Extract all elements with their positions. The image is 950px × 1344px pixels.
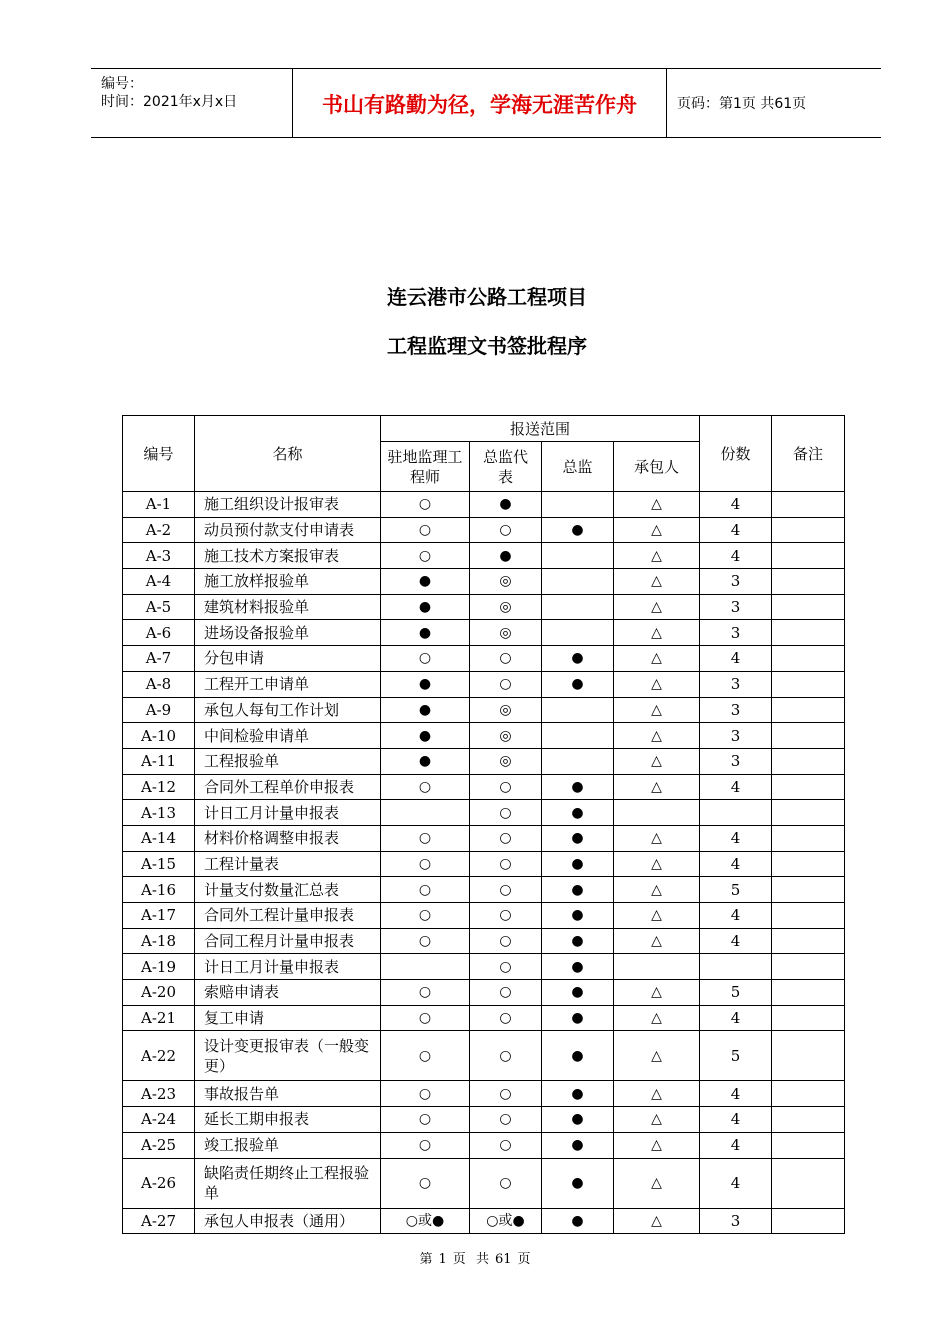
cell-chief: ● [542,646,614,672]
cell-resident: ○ [381,877,470,903]
table-row [123,954,845,980]
cell-copies: 3 [700,697,772,723]
cell-name: 工程开工申请单 [195,671,381,697]
cell-remarks [772,1132,845,1158]
table-row [123,748,845,774]
cell-resident: ○ [381,851,470,877]
cell-resident [381,800,470,826]
cell-number: A-14 [123,825,195,851]
cell-resident: ○ [381,825,470,851]
cell-name: 工程计量表 [195,851,381,877]
cell-contractor: △ [614,928,700,954]
cell-remarks [772,671,845,697]
cell-copies: 4 [700,825,772,851]
cell-contractor: △ [614,825,700,851]
cell-chief [542,569,614,595]
header-page-cell [667,69,881,137]
cell-copies: 3 [700,594,772,620]
header-meta-cell [91,69,293,137]
cell-copies: 4 [700,646,772,672]
cell-contractor: △ [614,594,700,620]
cell-contractor: △ [614,492,700,518]
cell-copies: 4 [700,543,772,569]
document-subtitle: 工程监理文书签批程序 [387,334,587,358]
cell-copies: 3 [700,1208,772,1234]
cell-contractor: △ [614,1107,700,1133]
cell-contractor: △ [614,620,700,646]
cell-contractor [614,954,700,980]
footer-page-a: 第 [419,1252,433,1267]
cell-chief: ● [542,1081,614,1107]
cell-number: A-7 [123,646,195,672]
cell-number: A-4 [123,569,195,595]
cell-deputy: ◎ [470,697,542,723]
cell-name: 事故报告单 [195,1081,381,1107]
cell-deputy: ○ [470,1031,542,1081]
cell-remarks [772,1005,845,1031]
cell-remarks [772,492,845,518]
header-row-1 [123,416,845,442]
cell-name: 复工申请 [195,1005,381,1031]
col-header-contractor: 承包人 [614,442,700,492]
cell-copies: 4 [700,1132,772,1158]
cell-copies: 3 [700,723,772,749]
col-header-resident: 驻地监理工程师 [381,442,470,492]
col-header-name: 名称 [195,416,381,492]
page-footer [0,1248,950,1267]
cell-number: A-15 [123,851,195,877]
cell-copies: 5 [700,877,772,903]
cell-remarks [772,697,845,723]
cell-deputy: ○ [470,671,542,697]
table-row [123,800,845,826]
cell-remarks [772,903,845,929]
table-row [123,825,845,851]
cell-chief: ● [542,928,614,954]
cell-chief: ● [542,800,614,826]
cell-deputy: ● [470,492,542,518]
cell-resident: ○ [381,903,470,929]
cell-number: A-20 [123,980,195,1006]
cell-contractor: △ [614,877,700,903]
cell-copies: 4 [700,851,772,877]
cell-chief: ● [542,980,614,1006]
cell-contractor: △ [614,723,700,749]
cell-copies: 4 [700,928,772,954]
footer-page-b: 页 [452,1252,466,1267]
cell-name: 合同工程月计量申报表 [195,928,381,954]
cell-resident: ● [381,697,470,723]
cell-number: A-3 [123,543,195,569]
cell-chief: ● [542,1208,614,1234]
document-title: 连云港市公路工程项目 [387,285,587,309]
cell-remarks [772,851,845,877]
cell-number: A-24 [123,1107,195,1133]
cell-number: A-8 [123,671,195,697]
cell-contractor: △ [614,748,700,774]
cell-contractor: △ [614,1208,700,1234]
cell-remarks [772,594,845,620]
cell-remarks [772,928,845,954]
cell-deputy: ○ [470,1132,542,1158]
table-row [123,774,845,800]
cell-name: 计量支付数量汇总表 [195,877,381,903]
cell-copies: 4 [700,903,772,929]
cell-deputy: ○ [470,1081,542,1107]
cell-name: 承包人申报表（通用） [195,1208,381,1234]
cell-number: A-18 [123,928,195,954]
cell-contractor: △ [614,697,700,723]
cell-chief: ● [542,774,614,800]
cell-chief [542,594,614,620]
cell-resident: ● [381,569,470,595]
cell-deputy: ○ [470,800,542,826]
cell-number: A-5 [123,594,195,620]
table-row [123,1107,845,1133]
cell-name: 缺陷责任期终止工程报验单 [195,1158,381,1208]
table-row [123,723,845,749]
table-row [123,1132,845,1158]
cell-remarks [772,1031,845,1081]
page-info: 页码：第1页 共61页 [677,96,807,112]
cell-contractor: △ [614,1132,700,1158]
cell-resident: ○ [381,1005,470,1031]
table-row [123,1081,845,1107]
cell-resident: ○ [381,1132,470,1158]
cell-chief: ● [542,1107,614,1133]
cell-copies: 4 [700,492,772,518]
cell-remarks [772,1081,845,1107]
cell-contractor: △ [614,569,700,595]
cell-name: 计日工月计量申报表 [195,954,381,980]
cell-resident: ○ [381,774,470,800]
cell-resident: ○ [381,543,470,569]
cell-copies: 4 [700,1158,772,1208]
cell-deputy: ○ [470,851,542,877]
cell-number: A-11 [123,748,195,774]
cell-deputy: ● [470,543,542,569]
cell-number: A-21 [123,1005,195,1031]
cell-deputy: ◎ [470,620,542,646]
cell-copies: 5 [700,980,772,1006]
cell-remarks [772,980,845,1006]
cell-deputy: ○ [470,877,542,903]
cell-resident: ○ [381,1081,470,1107]
cell-remarks [772,1107,845,1133]
time-label: 时间：2021年x月x日 [101,94,238,110]
cell-number: A-13 [123,800,195,826]
cell-deputy: ◎ [470,723,542,749]
table-row [123,851,845,877]
cell-contractor: △ [614,543,700,569]
cell-contractor: △ [614,671,700,697]
cell-chief: ● [542,1005,614,1031]
cell-contractor: △ [614,517,700,543]
table-row [123,517,845,543]
cell-copies: 4 [700,774,772,800]
cell-name: 建筑材料报验单 [195,594,381,620]
cell-number: A-1 [123,492,195,518]
cell-name: 施工技术方案报审表 [195,543,381,569]
cell-deputy: ○ [470,928,542,954]
cell-remarks [772,646,845,672]
cell-number: A-26 [123,1158,195,1208]
table-row [123,492,845,518]
cell-chief: ● [542,954,614,980]
cell-copies: 3 [700,569,772,595]
cell-resident: ○ [381,1031,470,1081]
cell-name: 分包申请 [195,646,381,672]
cell-copies: 3 [700,748,772,774]
cell-number: A-19 [123,954,195,980]
cell-deputy: ○ [470,903,542,929]
cell-deputy: ○ [470,517,542,543]
cell-number: A-23 [123,1081,195,1107]
cell-remarks [772,954,845,980]
cell-contractor: △ [614,851,700,877]
cell-resident: ○ [381,1107,470,1133]
cell-remarks [772,723,845,749]
cell-deputy: ○ [470,980,542,1006]
cell-copies: 3 [700,671,772,697]
table-body [123,492,845,1234]
cell-chief: ● [542,903,614,929]
cell-resident: ● [381,671,470,697]
cell-deputy: ○ [470,646,542,672]
cell-resident: ○ [381,646,470,672]
cell-resident: ○ [381,928,470,954]
motto-text: 书山有路勤为径，学海无涯苦作舟 [322,93,637,117]
cell-deputy: ◎ [470,748,542,774]
cell-chief: ● [542,877,614,903]
cell-chief [542,723,614,749]
cell-number: A-6 [123,620,195,646]
cell-number: A-25 [123,1132,195,1158]
table-row [123,594,845,620]
cell-number: A-10 [123,723,195,749]
cell-contractor [614,800,700,826]
cell-resident: ○ [381,980,470,1006]
cell-contractor: △ [614,903,700,929]
table-row [123,980,845,1006]
cell-deputy: ◎ [470,594,542,620]
header-motto-cell [293,69,667,137]
cell-name: 施工放样报验单 [195,569,381,595]
cell-name: 合同外工程单价申报表 [195,774,381,800]
cell-contractor: △ [614,980,700,1006]
cell-remarks [772,877,845,903]
table-row [123,903,845,929]
cell-copies: 4 [700,1107,772,1133]
col-header-scope: 报送范围 [381,416,700,442]
cell-number: A-2 [123,517,195,543]
table-row [123,1158,845,1208]
cell-number: A-16 [123,877,195,903]
cell-chief: ● [542,825,614,851]
cell-name: 合同外工程计量申报表 [195,903,381,929]
cell-copies: 4 [700,1081,772,1107]
cell-contractor: △ [614,1158,700,1208]
cell-deputy: ◎ [470,569,542,595]
cell-copies: 3 [700,620,772,646]
cell-remarks [772,774,845,800]
cell-resident: ○ [381,1158,470,1208]
cell-number: A-22 [123,1031,195,1081]
number-label: 编号： [101,76,143,92]
cell-deputy: ○ [470,1158,542,1208]
cell-deputy: ○ [470,954,542,980]
table-row [123,1031,845,1081]
cell-name: 计日工月计量申报表 [195,800,381,826]
cell-deputy: ○ [470,774,542,800]
table-row [123,646,845,672]
cell-chief [542,697,614,723]
table-row [123,877,845,903]
cell-remarks [772,543,845,569]
cell-chief: ● [542,671,614,697]
cell-number: A-9 [123,697,195,723]
col-header-remarks: 备注 [772,416,845,492]
cell-contractor: △ [614,646,700,672]
cell-resident: ○或● [381,1208,470,1234]
cell-chief [542,492,614,518]
cell-name: 工程报验单 [195,748,381,774]
cell-chief [542,543,614,569]
cell-resident [381,954,470,980]
footer-total-a: 共 [475,1252,489,1267]
cell-copies [700,800,772,826]
cell-contractor: △ [614,774,700,800]
cell-chief [542,748,614,774]
cell-name: 中间检验申请单 [195,723,381,749]
cell-remarks [772,569,845,595]
footer-total-num: 61 [494,1252,512,1267]
cell-remarks [772,825,845,851]
cell-number: A-17 [123,903,195,929]
cell-deputy: ○ [470,1005,542,1031]
table-row [123,671,845,697]
cell-resident: ○ [381,517,470,543]
col-header-chief: 总监 [542,442,614,492]
footer-total-b: 页 [517,1252,531,1267]
table-row [123,569,845,595]
cell-number: A-12 [123,774,195,800]
cell-chief: ● [542,1031,614,1081]
cell-resident: ● [381,748,470,774]
cell-name: 索赔申请表 [195,980,381,1006]
cell-remarks [772,1208,845,1234]
document-header [91,68,881,138]
cell-name: 动员预付款支付申请表 [195,517,381,543]
cell-resident: ● [381,620,470,646]
cell-contractor: △ [614,1031,700,1081]
table-row [123,1005,845,1031]
cell-chief [542,620,614,646]
cell-name: 进场设备报验单 [195,620,381,646]
table-row [123,620,845,646]
cell-deputy: ○ [470,825,542,851]
col-header-copies: 份数 [700,416,772,492]
cell-resident: ○ [381,492,470,518]
cell-name: 延长工期申报表 [195,1107,381,1133]
cell-chief: ● [542,1158,614,1208]
cell-deputy: ○ [470,1107,542,1133]
cell-contractor: △ [614,1081,700,1107]
table-row [123,1208,845,1234]
cell-chief: ● [542,517,614,543]
cell-remarks [772,620,845,646]
approval-table [122,415,845,1234]
cell-chief: ● [542,851,614,877]
cell-copies: 4 [700,517,772,543]
cell-copies: 4 [700,1005,772,1031]
table-row [123,928,845,954]
cell-name: 设计变更报审表（一般变更） [195,1031,381,1081]
cell-remarks [772,517,845,543]
cell-remarks [772,800,845,826]
cell-contractor: △ [614,1005,700,1031]
cell-copies [700,954,772,980]
cell-number: A-27 [123,1208,195,1234]
cell-remarks [772,1158,845,1208]
cell-name: 竣工报验单 [195,1132,381,1158]
cell-name: 施工组织设计报审表 [195,492,381,518]
col-header-deputy: 总监代表 [470,442,542,492]
cell-resident: ● [381,594,470,620]
table-row [123,697,845,723]
cell-remarks [772,748,845,774]
cell-name: 承包人每旬工作计划 [195,697,381,723]
cell-deputy: ○或● [470,1208,542,1234]
cell-copies: 5 [700,1031,772,1081]
cell-chief: ● [542,1132,614,1158]
footer-page-num: 1 [438,1252,447,1267]
col-header-number: 编号 [123,416,195,492]
cell-name: 材料价格调整申报表 [195,825,381,851]
table-row [123,543,845,569]
cell-resident: ● [381,723,470,749]
